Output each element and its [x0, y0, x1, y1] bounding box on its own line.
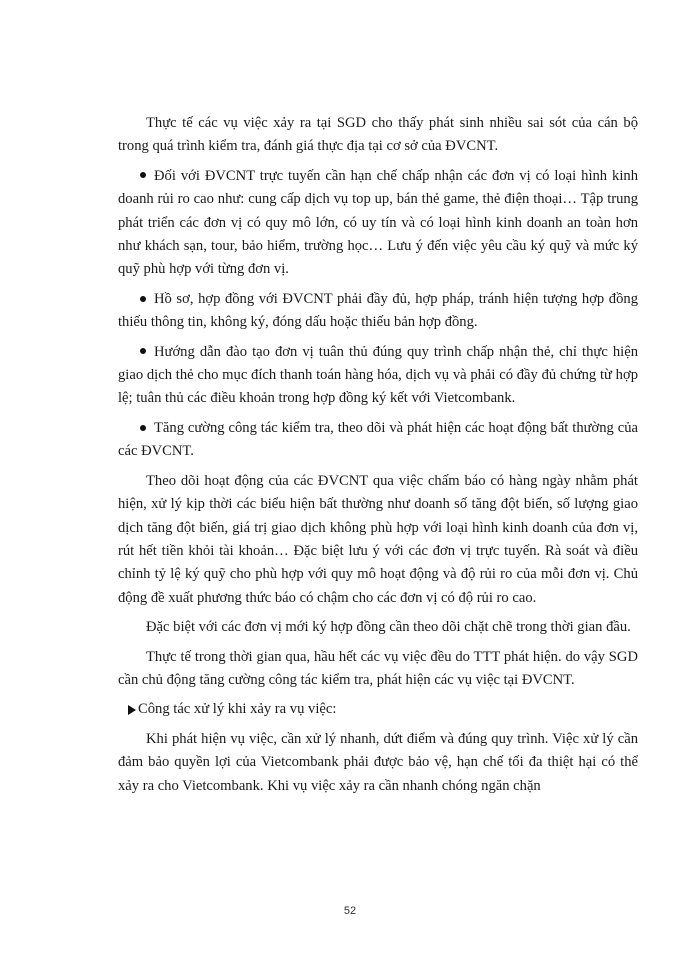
bullet-text: Đối với ĐVCNT trực tuyến cần hạn chế chấp nhận các đơn vị có loại hình kinh doanh rủi ro cao như: cung cấp dịch vụ top up, bán thẻ game, thẻ điện thoại… Tập trung phát triển các đơn vị có quy mô lớn, có uy tín và có loại hình kinh doanh an toàn hơn như khách sạn, tour, bảo hiểm, trường học… Lưu ý đến việc yêu cầu ký quỹ và mức ký quỹ phù hợp với từng đơn vị.: [118, 167, 638, 278]
bullet-item: [118, 288, 638, 335]
bullet-item: [118, 417, 638, 464]
bullet-item: [118, 341, 638, 411]
body-paragraph: Theo dõi hoạt động của các ĐVCNT qua việc chấm báo có hàng ngày nhằm phát hiện, xử lý kịp thời các biểu hiện bất thường như doanh số tăng đột biến, số lượng giao dịch tăng đột biến, giá trị giao dịch không phù hợp với loại hình kinh doanh của đơn vị, rút hết tiền khỏi tài khoản… Đặc biệt lưu ý với các đơn vị trực tuyến. Rà soát và điều chỉnh tỷ lệ ký quỹ cho phù hợp với quy mô hoạt động và độ rủi ro của mỗi đơn vị. Chủ động đề xuất phương thức báo có chậm cho các đơn vị có độ rủi ro cao.: [118, 472, 638, 606]
intro-paragraph: Thực tế các vụ việc xảy ra tại SGD cho thấy phát sinh nhiều sai sót của cán bộ trong quá trình kiểm tra, đánh giá thực địa tại cơ sở của ĐVCNT.: [118, 115, 638, 155]
document-page: [118, 112, 638, 804]
bullet-text: Hướng dẫn đào tạo đơn vị tuân thủ đúng quy trình chấp nhận thẻ, chỉ thực hiện giao dịch thẻ cho mục đích thanh toán hàng hóa, dịch vụ và phải có đầy đủ chứng từ hợp lệ; tuân thủ các điều khoản trong hợp đồng ký kết với Vietcombank.: [118, 343, 638, 407]
bullet-text: Hồ sơ, hợp đồng với ĐVCNT phải đầy đủ, hợp pháp, tránh hiện tượng hợp đồng thiếu thông tin, không ký, đóng dấu hoặc thiếu bản hợp đồng.: [118, 290, 638, 331]
body-paragraph: Thực tế trong thời gian qua, hầu hết các vụ việc đều do TTT phát hiện. do vậy SGD cần chủ động tăng cường công tác kiểm tra, phát hiện các vụ việc tại ĐVCNT.: [118, 648, 638, 688]
body-paragraph: Đặc biệt với các đơn vị mới ký hợp đồng cần theo dõi chặt chẽ trong thời gian đầu.: [146, 619, 631, 636]
bullet-dot-icon: [140, 172, 146, 178]
page-number: 52: [343, 905, 357, 917]
bullet-dot-icon: [140, 425, 146, 431]
bullet-dot-icon: [140, 296, 146, 302]
bullet-text: Tăng cường công tác kiểm tra, theo dõi và phát hiện các hoạt động bất thường của các ĐVCNT.: [118, 419, 638, 460]
bullet-dot-icon: [140, 348, 146, 354]
arrow-bullet-icon: [128, 705, 136, 715]
bullet-item: [118, 165, 638, 282]
closing-paragraph: Khi phát hiện vụ việc, cần xử lý nhanh, dứt điểm và đúng quy trình. Việc xử lý cần đảm bảo quyền lợi của Vietcombank phải được bảo vệ, hạn chế tối đa thiệt hại có thể xảy ra cho Vietcombank. Khi vụ việc xảy ra cần nhanh chóng ngăn chặn: [118, 730, 638, 794]
section-heading: [118, 698, 638, 721]
section-heading-text: Công tác xử lý khi xảy ra vụ việc:: [138, 701, 337, 718]
